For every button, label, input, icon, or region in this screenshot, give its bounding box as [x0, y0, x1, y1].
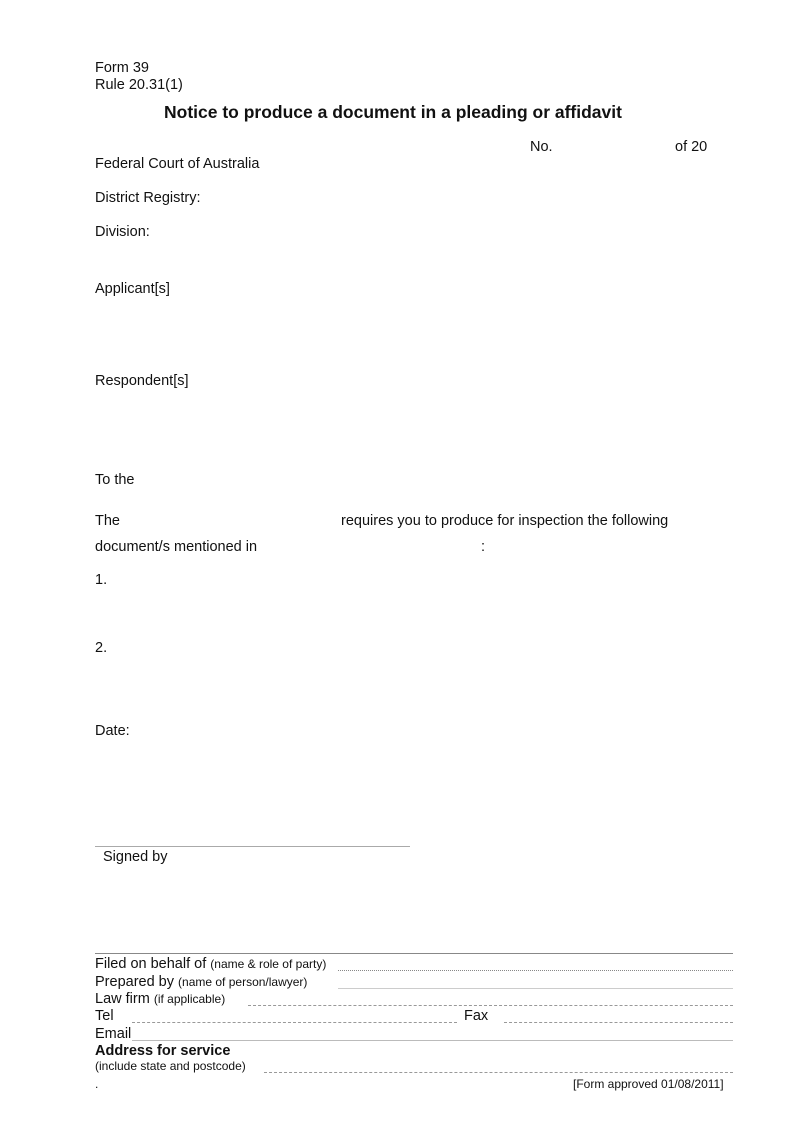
form-number: Form 39 — [95, 60, 149, 76]
tel-label: Tel — [95, 1008, 114, 1024]
form-approved-note: [Form approved 01/08/2011] — [573, 1077, 724, 1091]
law-firm-label — [95, 991, 225, 1007]
prepared-by-note: (name of person/lawyer) — [178, 975, 308, 989]
email-label: Email — [95, 1026, 132, 1042]
fax-label: Fax — [464, 1008, 489, 1024]
fax-field[interactable] — [504, 1022, 733, 1023]
filed-on-behalf-note: (name & role of party) — [210, 957, 327, 971]
page-title: Notice to produce a document in a pleading or affidavit — [164, 102, 622, 122]
respondents-label: Respondent[s] — [95, 373, 189, 389]
signed-by-label: Signed by — [103, 849, 168, 865]
prepared-by-field[interactable] — [338, 988, 733, 989]
law-firm-field[interactable] — [248, 1005, 733, 1006]
rule-reference: Rule 20.31(1) — [95, 77, 183, 93]
filed-on-behalf-field[interactable] — [338, 970, 733, 971]
law-firm-text: Law firm — [95, 991, 150, 1007]
address-field[interactable] — [264, 1072, 733, 1073]
colon: : — [481, 539, 486, 555]
year-label: of 20 — [675, 139, 708, 155]
filed-on-behalf-text: Filed on behalf of — [95, 956, 207, 972]
address-for-service-label: Address for service — [95, 1043, 231, 1059]
filed-on-behalf-label — [95, 956, 326, 972]
requires-text: requires you to produce for inspection the following — [341, 513, 669, 529]
the-label: The — [95, 513, 120, 529]
documents-mentioned-text: document/s mentioned in — [95, 539, 258, 555]
to-the-label: To the — [95, 472, 135, 488]
law-firm-note: (if applicable) — [153, 992, 226, 1006]
division-label: Division: — [95, 224, 150, 240]
list-item-1-number: 1. — [95, 572, 108, 588]
applicants-label: Applicant[s] — [95, 281, 170, 297]
footer-dot: . — [95, 1077, 99, 1091]
file-number-label: No. — [530, 139, 553, 155]
district-registry-label: District Registry: — [95, 190, 201, 206]
tel-field[interactable] — [132, 1022, 457, 1023]
email-field[interactable] — [132, 1040, 733, 1041]
address-note: (include state and postcode) — [95, 1059, 246, 1073]
prepared-by-label — [95, 974, 307, 990]
prepared-by-text: Prepared by — [95, 974, 174, 990]
court-name: Federal Court of Australia — [95, 156, 260, 172]
footer-top-rule — [95, 953, 733, 954]
signature-line — [95, 846, 410, 847]
list-item-2-number: 2. — [95, 640, 108, 656]
date-label: Date: — [95, 723, 130, 739]
